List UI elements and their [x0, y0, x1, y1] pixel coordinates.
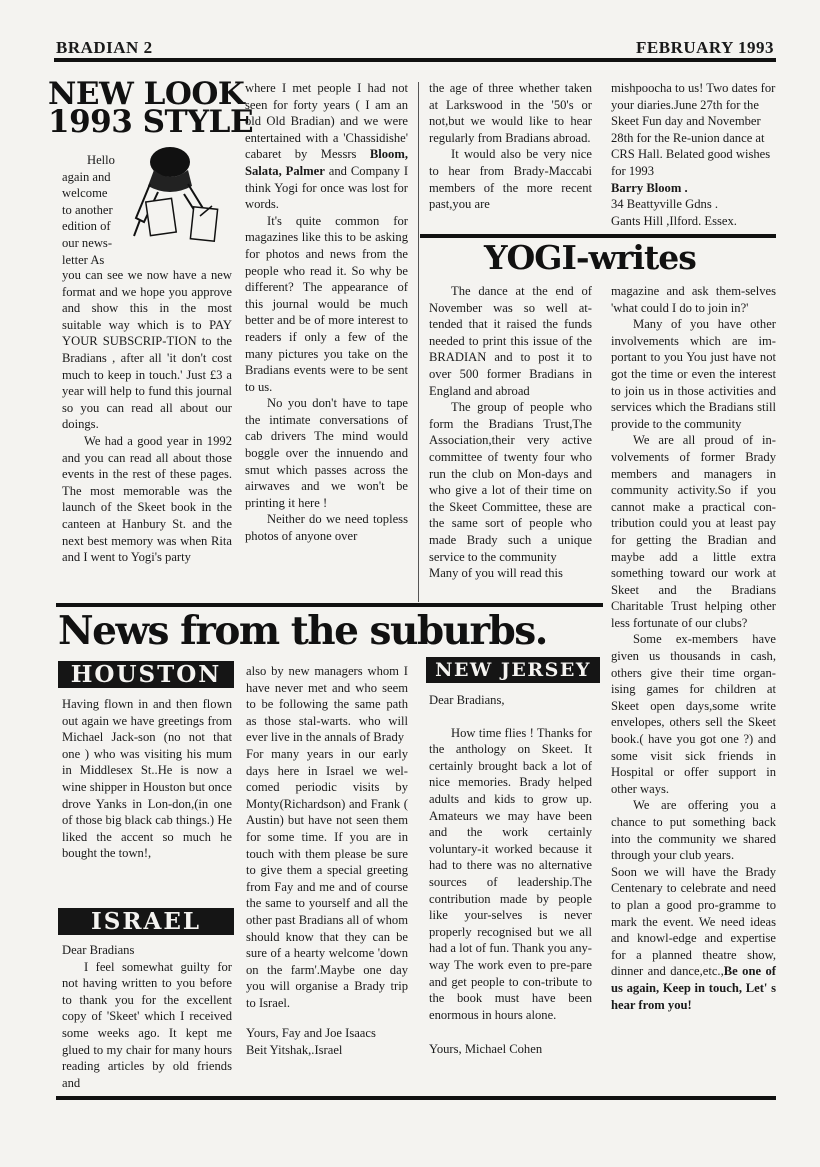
text-span: where I met people I had not seen for forty years ( I am an old Old Bradian) and we were entertained with a 'Chassidishe' cabaret by Messrs	[245, 81, 408, 162]
yogi-title: YOGI-writes	[484, 238, 696, 277]
newlook-paragraph: mishpoocha to us! Two dates for your diaries.June 27th for the Skeet Fun day and November 28th for the Re-union dance at CRS Hall. Belated good wishes for 1993	[611, 81, 776, 178]
bold-names: Bloom, Salata, Palmer	[245, 147, 408, 178]
newjersey-banner: NEW JERSEY	[426, 657, 600, 683]
israel-location: Beit Yitshak,.Israel	[246, 1043, 343, 1058]
bold-name: Barry Bloom .	[611, 180, 688, 195]
newjersey-article	[429, 692, 592, 1058]
text-span: and Company I think Yogi for once was lost for words.	[245, 163, 409, 212]
yogi-paragraph: magazine and ask them-selves 'what could I do to join in?'	[611, 284, 776, 315]
yogi-paragraph: Many of you will read this	[429, 566, 563, 581]
newlook-col3	[429, 80, 592, 213]
newlook-paragraph	[245, 80, 408, 213]
yogi-paragraph: Many of you have other involvements which are im-portant to you You just have not got the time or even the interest to join us in those activities and services which the Bradians still provide to the community	[611, 317, 776, 431]
newjersey-signature: Yours, Michael Cohen	[429, 1042, 543, 1057]
intro-line: again and	[62, 169, 111, 184]
author-address: 34 Beattyville Gdns .	[611, 197, 719, 212]
intro-line: to another	[62, 202, 113, 217]
israel-salutation: Dear Bradians	[62, 943, 135, 957]
newlook-title	[48, 76, 254, 140]
intro-line: letter As	[62, 252, 105, 267]
israel-col1	[62, 942, 232, 1091]
newlook-paragraph: Neither do we need topless photos of anyone over	[245, 512, 408, 544]
intro-line: Hello	[87, 153, 115, 167]
israel-col2	[246, 663, 408, 1059]
intro-line: our news-	[62, 235, 113, 250]
israel-paragraph: also by new managers whom I have never met and who seem to be following the same path as those stal-warts. who will ever live in the annals of Brady	[246, 664, 408, 745]
yogi-paragraph: The group of people who form the Bradians Trust,The Association,their very active committee of twenty four who run the club on Mon-days and who give a lot of their time on the Skeet Committee, these are the same sort of people who made Brady such a unique service to the community	[429, 400, 592, 564]
newlook-paragraph: the age of three whether taken at Larkswood in the '50's or not,but we would like to hear regularly from Bradians abroad.	[429, 81, 592, 145]
israel-paragraph: For many years in our early days here in Israel we wel-comed periodic visits by Monty(Richardson) and Frank ( Austin) but have not seen them for some time. If you are in touch with them please be sure to give them a special greeting from Fay and me and of course the same to yourself and all the other past Bradians all of whom should know that they can be sure of a hearty welcome 'down on the farm'.Maybe one day you will organise a Brady trip to Israel.	[246, 746, 408, 1010]
newlook-col1	[62, 267, 232, 566]
text-span: Soon we will have the Brady Centenary to celebrate and need to plan a good pro-gramme to mark the event. We need ideas and knowl-edge and expertise for a planned theatre show, dinner and dance,etc.,	[611, 864, 776, 979]
yogi-paragraph	[611, 864, 776, 1013]
yogi-paragraph: We are offering you a chance to put something back into the community we shared through your club years.	[611, 798, 776, 863]
footer-rule	[56, 1096, 776, 1100]
intro-line: welcome	[62, 186, 108, 201]
israel-paragraph: I feel somewhat guilty for not having written to you before to thank you for the excellent copy of 'Skeet' which I received some weeks ago. It kept me glued to my chair for many hours reading articles by old friends and	[62, 959, 232, 1090]
issue-date: FEBRUARY 1993	[636, 38, 774, 57]
suburbs-rule	[56, 603, 603, 607]
newlook-title-line2: 1993 STYLE	[48, 104, 254, 140]
newlook-paragraph: It's quite common for magazines like this to be asking for photos and news from the people who read it. So why be different? The appearance of this journal would be much better and be of more interest to readers if only a few of the many pictures you take on the Bradians events were to be sent to us.	[245, 213, 408, 394]
yogi-col2	[611, 283, 776, 1013]
author-name	[611, 180, 776, 197]
houston-paragraph: Having flown in and then flown out again we have greetings from Michael Jack-son (no not that one ) who was visiting his mum in Middlesex St..He is now a wine shipper in Houston but once drove Yanks in Lon-don,(in one of those big black cab things.) He liked the accent so much he bought the town!,	[62, 697, 232, 861]
newlook-col2	[245, 80, 408, 545]
israel-signature: Yours, Fay and Joe Isaacs	[246, 1026, 376, 1041]
author-address: Gants Hill ,Ilford. Essex.	[611, 213, 737, 228]
houston-article	[62, 696, 232, 862]
closing-bold: Be one of us again, Keep in touch, Let' s hear from you!	[611, 964, 776, 1012]
newjersey-paragraph: How time flies ! Thanks for the anthology on Skeet. It certainly brought back a lot of nice memories. Brady helped adults and kids to grow up. Amateurs we may have been and the work certainly voluntary-it worked because it had to there was no alternative sources of leadership.The contribution made by people like your-selves is never properly recognised but we all had a lot of fun. Thank you any-way The work even to pre-pare and get people to con-tribute to the book must have been enormous in hours alone.	[429, 725, 592, 1022]
header-rule	[54, 58, 776, 62]
israel-banner: ISRAEL	[58, 908, 234, 935]
yogi-paragraph: The dance at the end of November was so well at-tended that it raised the funds needed to print this issue of the BRADIAN and to post it to over 500 former Bradians in England and abroad	[429, 284, 592, 398]
newlook-paragraph: We had a good year in 1992 and you can read all about those events in the rest of these pages. The most memorable was the launch of the Skeet book in the canteen at Hanbury St. and the next best memory was when Rita and I went to Yogi's party	[62, 433, 232, 565]
newlook-paragraph: It would also be very nice to hear from Brady-Maccabi members of the more recent past,you are	[429, 147, 592, 212]
yogi-col1	[429, 283, 592, 582]
newlook-col4	[611, 80, 776, 229]
newlook-title-line1: NEW LOOK	[48, 76, 245, 112]
newlook-paragraph: No you don't have to tape the intimate conversations of cab drivers The mind would boggle over the innuendo and smut which passes across the airwaves and we won't be printing it here !	[245, 396, 408, 510]
writer-illustration	[126, 140, 236, 255]
newjersey-salutation: Dear Bradians,	[429, 693, 505, 707]
houston-banner: HOUSTON	[58, 661, 234, 688]
issue-label: BRADIAN 2	[56, 38, 153, 57]
column-divider	[418, 82, 419, 602]
newlook-intro	[62, 152, 130, 268]
newlook-paragraph: you can see we now have a new format and we hope you approve and show this in the most suitable way which is to PAY YOUR SUBSCRIP-TION to the Bradians , after all 'it don't cost much to keep in touch.' Just £3 a year will help to fund this journal so you can read all about our doings.	[62, 268, 232, 432]
yogi-paragraph: Some ex-members have given us thousands in cash, others give their time organ-ising games for children at Skeet open days,some write envelopes, others sell the Skeet book.( have you got one ?) and some visit sick friends in Hospital or offer support in other ways.	[611, 632, 776, 796]
intro-line: edition of	[62, 219, 111, 234]
suburbs-title: News from the suburbs.	[58, 608, 547, 654]
yogi-paragraph: We are all proud of in-volvements of former Brady members and managers in community activity.So if you cannot make a practical con-tribution could you at least pay for getting the Bradian and maybe add a little extra something toward our work at Skeet and the Bradians Charitable Trust helping other less fortunate of our clubs?	[611, 433, 776, 630]
